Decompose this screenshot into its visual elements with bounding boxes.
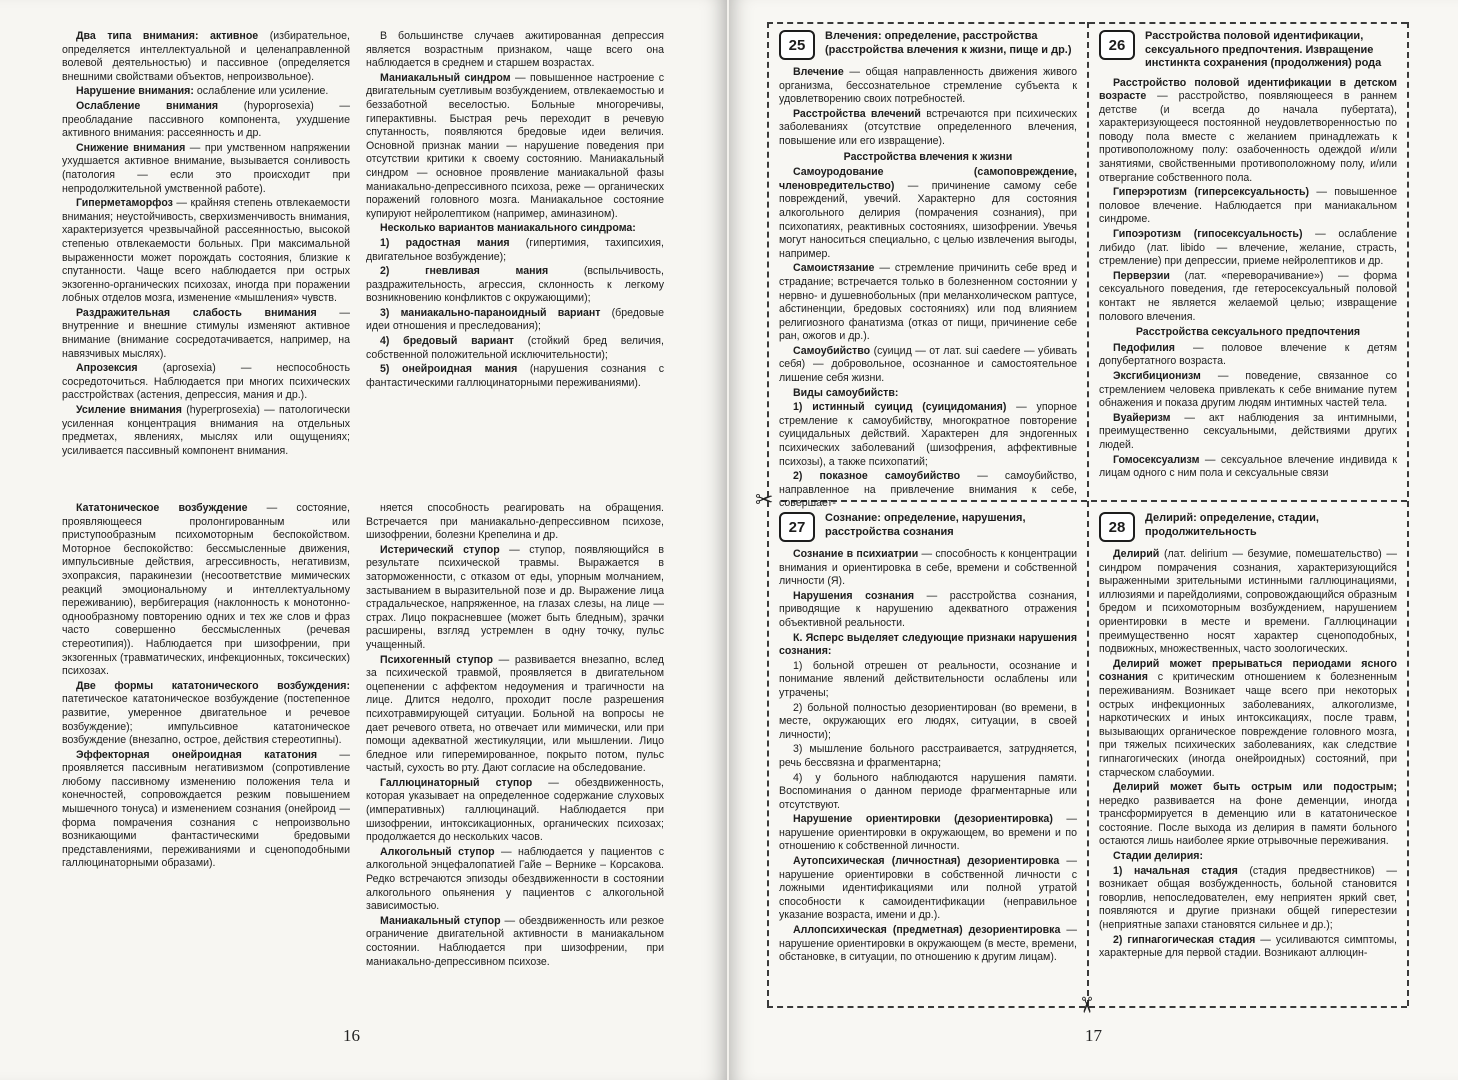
term: Гомосексуализм [1113,453,1200,466]
card-number: 26 [1099,30,1135,60]
card-28 [1099,512,1397,1000]
term: Влечение [793,66,844,78]
term: Гиперметаморфоз [76,197,173,210]
term: 2) гипнагогическая стадия [1113,933,1256,946]
paragraph [1099,865,1397,933]
definition: — наблюдается у пациентов с алкогольной энцефалопатией Гайе – Вернике – Корсакова. Редко встречаются эпизоды обездвиженности в состоянии алкогольного опьянения у пациентов с алкогольной зависимостью. [366,845,664,913]
paragraph [366,222,664,236]
definition: — общая направленность движения живого организма, бессознательное стремление субъекта к удовлетворению своих потребностей. [779,66,1077,106]
definition: (стойкий бред величия, собственной положительной исключительности); [366,335,664,361]
term: Маниакальный ступор [380,914,501,927]
definition: — нарушение ориентировки в окружающем, во времени и по отношению к собственной личности. [779,813,1077,853]
term: Аллопсихическая (предметная) дезориентировка [793,924,1061,937]
paragraph [779,702,1077,743]
term: Самоистязание [793,262,875,275]
paragraph [62,85,350,99]
card-body [779,548,1077,965]
card-title: Сознание: определение, нарушения, расстройства сознания [825,512,1026,538]
paragraph [1099,934,1397,961]
card-body [779,66,1077,511]
definition: (лат. «переворачивание») — форма сексуального поведения, где гетеросексуальный половой контакт не является желаемой целью; извращение полового влечения. [1099,269,1397,323]
term: Истерический ступор [380,543,500,556]
term: Делирий может прерываться периодами ясного сознания [1099,657,1397,684]
term: Гиперэротизм (гиперсексуальность) [1113,186,1310,199]
term: Усиление внимания [76,404,182,417]
definition: — сексуальное влечение индивида к лицам одного с ним пола и сексуальные связи [1099,453,1397,480]
paragraph [1099,412,1397,453]
definition: (гипертимия, тахипсихия, двигательное возбуждение); [366,236,664,263]
term: Два типа внимания: активное [76,30,259,42]
cut-line-left [767,22,769,1006]
paragraph [1099,370,1397,411]
definition: — самоубийство, направленное на привлечение внимания к себе, совершает- [779,470,1077,510]
term: Расстройства влечения к жизни [843,150,1013,163]
paragraph [779,387,1077,401]
paragraph [779,924,1077,965]
paragraph [1099,326,1397,340]
card-header [779,512,1077,542]
card-title: Влечения: определение, расстройства (расстройства влечения к жизни, пище и др.) [825,30,1072,56]
paragraph [62,680,350,748]
paragraph [1099,270,1397,324]
term: Ослабление внимания [76,99,219,112]
paragraph [366,502,664,543]
paragraph [366,544,664,653]
paragraph [779,262,1077,344]
term: 2) показное самоубийство [793,470,961,483]
paragraph [366,307,664,334]
paragraph [779,743,1077,770]
definition: — нарушение ориентировки в окружающем (в месте, времени, обстановке, в ситуации, по отношению к другим лицам). [779,924,1077,964]
definition: — стремление причинить себе вред и страдание; встречается только в болезненном состоянии у нервно- и душевнобольных (при меланхолическом раптусе, абстиненции, бредовых состояниях) или под влиянием религиозного фанатизма (отказ от пищи, причинение себе ран, ожогов и др.). [779,262,1077,343]
term: Снижение внимания [76,141,186,154]
paragraph [1099,548,1397,657]
term: Нарушения сознания [793,589,915,602]
paragraph [62,502,350,679]
paragraph [62,100,350,141]
term: 1) радостная мания [380,236,510,249]
definition: — ступор, появляющийся в результате психической травмы. Выражается в заторможенности, с отказом от еды, упорным молчанием, застыванием в выразительной позе и др. Выражение лица страдальческое, напряженное, на глазах слезы, на лице — страх. Лицо покрасневшее (может быть бледным), зрачки расширены, взгляд устремлен в одну точку, пульс учащенный. [366,543,664,651]
term: 1) истинный суицид (суицидомания) [793,401,1007,414]
term: Виды самоубийств: [793,386,899,399]
card-body [1099,77,1397,481]
term: Психогенный ступор [380,653,493,666]
definition: — обездвиженность, которая указывает на определенное содержание слуховых (императивных) галлюцинаций. Наблюдается при шизофрении, интоксикационных, органических психозах; продолжается до нескольких часов. [366,776,664,844]
definition: (вспыльчивость, раздражительность, агрессия, склонность к легкому возникновению конфликтов с окружающими); [366,265,664,305]
paragraph [1099,658,1397,780]
definition: (hyperprosexia) — патологически усиленная концентрация внимания на отдельных предметах, явлениях, мыслях или ощущениях; усиливается пассивный компонент внимания. [62,404,350,457]
paragraph [779,632,1077,659]
definition: нередко развивается на фоне деменции, иногда трансформируется в деменцию или в кататоническое состояние. После выхода из делирия в памяти больного остаются лишь наиболее яркие отрывочные переживания. [1099,794,1397,848]
paragraph [779,166,1077,261]
definition: — половое влечение к детям допубертатного возраста. [1099,341,1397,368]
definition: — проявляется пассивным негативизмом (сопротивление любому пассивному изменению положения тела и конечностей, сопровождается резким повышением мышечного тонуса) и изменением сознания (онейроид — форма помрачения сознания с непроизвольно возникающими фантастическими бредовыми представлениями, переживаниями и сценоподобными галлюцинаторными образами). [62,748,350,870]
paragraph [62,404,350,458]
paragraph [62,307,350,361]
scissors-icon: ✂ [755,487,774,512]
card-title: Расстройства половой идентификации, сексуального предпочтения. Извращение инстинкта сохранения (продолжения) рода [1145,30,1382,69]
paragraph [366,654,664,776]
term: Делирий может быть острым или подострым; [1113,781,1397,794]
definition: — поведение, связанное со стремлением человека привлекать к себе внимание путем обнажения и показа другим людям интимных частей тела. [1099,369,1397,410]
definition: — повышенное половое влечение. Наблюдается при маниакальном синдроме. [1099,186,1397,226]
term: Стадии делирия: [1113,850,1203,863]
card-header [1099,512,1397,542]
paragraph [779,401,1077,469]
term: Делирий [1113,548,1160,560]
definition: (aprosexia) — неспособность сосредоточиться. Наблюдается при многих психических расстройствах (астения, депрессия, мания и др.). [62,362,350,402]
page-number-right: 17 [1085,1026,1102,1045]
paragraph [62,142,350,196]
term: Аутопсихическая (личностная) дезориентировка [793,855,1060,868]
term: Нарушение внимания: [76,85,194,98]
definition: — расстройства сознания, приводящие к нарушению адекватного отражения объективной реальности. [779,589,1077,629]
definition: — ослабление либидо (лат. libido — влечение, желание, страсть, стремление) при депрессии, приеме нейролептиков и др. [1099,228,1397,268]
paragraph [1099,781,1397,849]
paragraph [62,30,350,84]
card-25 [779,30,1077,510]
paragraph [62,362,350,403]
left-column-2-bottom [366,502,664,1012]
definition: — расстройство, появляющееся в раннем детстве (и всегда до начала пубертата), характеризующееся постоянной неудовлетворенностью по поводу пола вместе с желанием принадлежать к противоположному полу: озабоченность одеждой и/или занятиями, свойственными противоположному полу, и/или отвергание собственного пола. [1099,90,1397,184]
term: К. Ясперс выделяет следующие признаки нарушения сознания: [779,631,1077,658]
left-column-1-top [62,30,351,457]
paragraph [779,813,1077,854]
card-26 [1099,30,1397,492]
definition: — способность к концентрации внимания и ориентировка в себе, времени и собственной личности (Я). [779,548,1077,588]
card-number: 25 [779,30,815,60]
definition: 3) мышление больного расстраивается, затрудняется, речь бессвязна и фрагментарна; [779,743,1077,769]
definition: (бредовые идеи отношения и преследования); [366,306,665,333]
term: 1) начальная стадия [1113,864,1238,877]
paragraph [366,846,664,914]
term: 2) гневливая мания [380,265,549,278]
definition: няется способность реагировать на обращения. Встречается при маниакально-депрессивном психозе, шизофрении, болезни Крепелина и др. [366,502,664,542]
paragraph [1099,454,1397,481]
definition: (лат. delirium — безумие, помешательство) — синдром помрачения сознания, характеризующийся выраженными зрительными истинными галлюцинациями, иллюзиями и парейдолиями, сопровождающийся образным бредом и психомоторным возбуждением, нарушением ориентировки в месте и времени. Галлюцинации преимущественно носят характер сценоподобных, подвижных, множественных, часто зоологических. [1099,548,1397,656]
term: Самоуродование (самоповреждение, членовредительство) [779,166,1077,192]
card-header [1099,30,1397,71]
definition: с критическим отношением к болезненным переживаниям. Возникает чаще всего при некоторых острых инфекционных заболеваниях, алкоголизме, наркотических и иных интоксикациях, после травм, вызывающих органическое повреждение головного мозга, при тяжелых психических заболеваниях, как следствие гипнагогических (иногда онейроидных) состояний, при старческом слабоумии. [1099,671,1397,779]
paragraph [366,915,664,969]
term: Вуайеризм [1113,411,1171,424]
paragraph [1099,186,1397,227]
paragraph [779,151,1077,165]
term: 5) онейроидная мания [380,363,518,376]
definition: ослабление или усиление. [193,85,329,98]
paragraph [62,197,350,306]
definition: В большинстве случаев ажитированная депрессия является возрастным признаком, чаще всего она наблюдается в среднем и старшем возрастах. [366,30,664,70]
definition: патетическое кататоническое возбуждение (постепенное развитие, умеренное двигательное и речевое возбуждение); импульсивное кататоническое возбуждение (внезапно, острое, действия стереотипны). [62,693,350,747]
left-column-1-bottom [62,502,350,882]
term: 3) маниакально-параноидный вариант [380,306,601,319]
definition: (избирательное, определяется интеллектуальной и целенаправленной волевой деятельностью) и пассивное (определяется внешними свойствами объектов, непроизвольное). [62,30,351,83]
term: Раздражительная слабость внимания [76,306,317,319]
scissors-icon: ✂ [1074,995,1100,1015]
paragraph [366,777,664,845]
right-page [729,0,1458,1080]
definition: (hypoprosexia) — преобладание пассивного компонента, ухудшение активного внимания: рассеянность и др. [62,99,350,140]
paragraph [779,108,1077,149]
paragraph [1099,850,1397,864]
left-page [0,0,727,1080]
paragraph [1099,228,1397,269]
definition: — крайняя степень отвлекаемости внимания; неустойчивость, сверхизменчивость внимания, характеризуется чрезвычайной рассеянностью, высокой степенью отвлекаемости больных. При максимальной выраженности может порождать состояния, близкие к спутанности. Чаще всего наблюдается при острых экзогенно-органических психозах, иногда при поражении лобных отделов мозга, изменение «мышления» чувств. [62,197,350,305]
term: 4) бредовый вариант [380,335,514,348]
card-number: 28 [1099,512,1135,542]
paragraph [366,237,664,264]
paragraph [779,772,1077,813]
paragraph [366,363,664,390]
definition: 4) у больного наблюдаются нарушения памяти. Воспоминания о данном периоде фрагментарные или отсутствуют. [779,771,1077,811]
paragraph [366,72,664,222]
page-number-left: 16 [343,1026,360,1045]
left-column-2-top [366,30,664,390]
paragraph [779,660,1077,701]
term: Расстройства влечений [793,107,921,120]
term: Перверзии [1113,269,1170,282]
definition: — обездвиженность или резкое ограничение двигательной активности в маниакальном состоянии. Наблюдается при шизофрении, при маниакально-депрессивном психозе. [366,914,664,968]
cut-line-right [1407,22,1409,1006]
card-header [779,30,1077,60]
paragraph [366,265,664,306]
paragraph [779,855,1077,923]
term: Алкогольный ступор [380,845,495,858]
term: Нарушение ориентировки (дезориентировка) [793,813,1053,826]
paragraph [779,66,1077,107]
definition: (нарушения сознания с фантастическими галлюцинаторными переживаниями). [366,363,664,389]
card-body [1099,548,1397,961]
term: Расстройства сексуального предпочтения [1135,326,1361,339]
definition: — при умственном напряжении ухудшается активное внимание, вызывается сонливость (патология — если это происходит при непродолжительной умственной работе). [62,141,350,195]
card-number: 27 [779,512,815,542]
cut-line-center [1087,22,1089,1006]
term: Педофилия [1113,341,1175,354]
definition: (суицид — от лат. sui caedere — убивать себя) — добровольное, осознанное и самостоятельное лишение себя жизни. [779,344,1077,385]
definition: 1) больной отрешен от реальности, осознание и понимание явлений действительности ослаблены или утрачены; [779,659,1077,699]
term: Эффекторная онейроидная кататония [76,748,318,761]
definition: — акт наблюдения за интимными, преимущественно сексуальными, действиями других людей. [1099,411,1397,451]
definition: встречаются при психических заболеваниях (отсутствие определенного влечения, повышение или его извращение). [779,107,1077,147]
definition: (стадия предвестников) — возникает общая возбужденность, больной становится говорлив, непоследователен, ему неприятен яркий свет, появляются и другие признаки общей гиперестезии (неприятные запахи становятся сильнее и др.); [1099,864,1398,932]
term: Две формы кататонического возбуждения: [76,679,350,692]
term: Сознание в психиатрии [793,548,919,560]
term: Гипоэротизм (гипосексуальность) [1113,228,1303,241]
paragraph [1099,342,1397,369]
card-27 [779,512,1077,1000]
paragraph [779,548,1077,589]
term: Самоубийство [793,344,871,357]
definition: — состояние, проявляющееся пролонгированным или приступообразным психомоторным беспокойством. Моторное беспокойство: бессмысленные движения, импульсивные действия, агрессивность, негативизм, эхопраксия, паракинезии (несоответствие мимических реакций эмоциональному и интеллектуальному переживанию), вербигерация (наклонность к монотонно-однообразному повторению одних и тех же слов и фраз часто совершенно бессмысленных (речевая стереотипия)). Наблюдается при шизофрении, при экзогенных (травматических, инфекционных, токсических) психозах. [62,502,350,678]
term: Маниакальный синдром [380,71,511,84]
paragraph [1099,77,1397,186]
term: Эксгибиционизм [1113,369,1201,382]
card-title: Делирий: определение, стадии, продолжительность [1145,512,1319,538]
paragraph [366,335,664,362]
definition: 2) больной полностью дезориентирован (во времени, в месте, окружающих его людях, ситуации, в своей личности); [779,701,1077,741]
term: Несколько вариантов маниакального синдрома: [380,222,636,235]
paragraph [62,749,350,871]
term: Кататоническое возбуждение [76,502,248,514]
definition: — нарушение ориентировки в собственной личности с ложными идентификациями или полной утратой способности к самоидентификации (неправильное указание возраста, имени и др.). [779,855,1077,922]
definition: — усиливаются симптомы, характерные для первой стадии. Возникают аллюцин- [1099,933,1397,960]
term: Расстройство половой идентификации в детском возрасте [1099,76,1397,103]
definition: — причинение самому себе повреждений, увечий. Характерно для состояния алкогольного делирия (помрачения сознания), при психопатиях, реактивных состояниях, шизофрении. Увечья могут наноситься специально, с целью извлечения выгоды, например. [779,179,1077,260]
definition: — повышенное настроение с двигательным суетливым возбуждением, отвлекаемостью и беззаботной веселостью. Больные многоречивы, гиперактивны. Быстрая речь переходит в речевую спутанность, появляются бредовые идеи величия. Основной признак мании — нарушение поведения при отсутствии критики к своему состоянию. Маниакальный синдром — основное проявление маниакальной фазы маниакально-депрессивного психоза, реже — органических поражений головного мозга. Маниакальное состояние купируют нейролептиком (например, аминазином). [366,71,664,220]
term: Галлюцинаторный ступор [380,776,533,789]
definition: — развивается внезапно, вслед за психической травмой, проявляется в двигательном оцепенении с аффектом недоумения и трагичности на лице. Длится недолго, проходит после разрешения психотравмирующей ситуации. Больной на вопросы не дает речевого ответа, но отвечает или мимически, или при помощи адекватной жестикуляции, или мышлении. Лицо бледное или гиперемированное, покрыто потом, пульс частый, сухость во рту. Дают согласие на обследование. [366,653,664,775]
definition: — внутренние и внешние стимулы изменяют активное внимание (внимание сосредотачивается, например, на навязчивых мыслях). [62,306,350,360]
paragraph [366,30,664,71]
paragraph [779,590,1077,631]
paragraph [779,345,1077,386]
definition: — упорное стремление к самоубийству, многократное повторение суицидальных действий. Характерен для эндогенных психических заболеваний (шизофрения, аффективные психозы), а также психопатий; [779,401,1077,468]
paragraph [779,470,1077,511]
term: Апрозексия [76,362,138,375]
